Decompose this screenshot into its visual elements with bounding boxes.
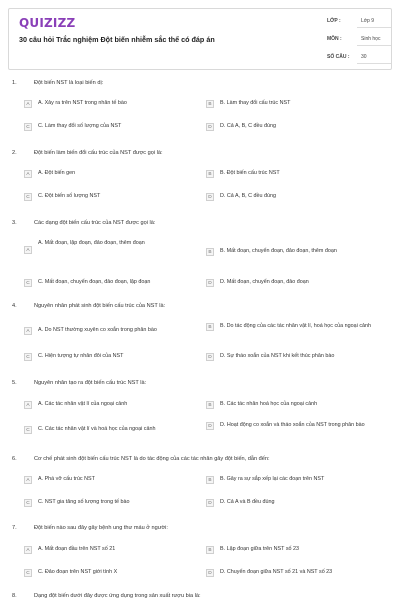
option-text: B. Mất đoạn, chuyển đoạn, đảo đoạn, thêm đoạn (220, 248, 337, 254)
meta-value: 30 (361, 54, 367, 60)
option-text: C. Đảo đoạn trên NST giới tính X (38, 569, 118, 575)
meta-value: Sinh học (361, 36, 381, 42)
meta-value: Lớp 9 (361, 18, 375, 24)
option-text: A. Xảy ra trên NST trong nhân tế bào (38, 100, 127, 106)
option-letter: A (24, 327, 32, 335)
option-text: C. Hiện tượng tự nhân đôi của NST (38, 353, 124, 359)
option-letter: A (24, 170, 32, 178)
option-text: D. Cả A, B, C đều đúng (220, 193, 277, 199)
option-text: B. Do tác động của các tác nhân vật lí, hoá học của ngoại cảnh (220, 323, 372, 329)
option-text: A. Mất đoạn, lặp đoạn, đảo đoạn, thêm đoạn (38, 240, 145, 246)
option-text: C. Mất đoạn, chuyển đoạn, đảo đoạn, lặp đoạn (38, 279, 151, 285)
option-letter: C (24, 353, 32, 361)
option-text: C. Làm thay đổi số lượng của NST (38, 123, 122, 129)
option-letter: C (24, 426, 32, 434)
option-letter: A (24, 246, 32, 254)
option-text: C. Đột biến số lượng NST (38, 193, 101, 199)
option-text: D. Hoạt động co xoắn và tháo xoắn của NST trong phân bào (220, 422, 365, 428)
option-text: A. Đột biến gen (38, 170, 76, 176)
option-text: C. NST gia tăng số lượng trong tế bào (38, 499, 130, 505)
option-text: D. Chuyển đoạn giữa NST số 21 và NST số 23 (220, 569, 333, 575)
question-text: Đột biến làm biến đổi cấu trúc của NST được gọi là: (34, 150, 163, 156)
document-title: 30 câu hỏi Trắc nghiệm Đột biến nhiễm sắc thể có đáp án (19, 35, 215, 44)
option-letter: D (206, 499, 214, 507)
option-letter: C (24, 569, 32, 577)
option-letter: B (206, 170, 214, 178)
option-letter: B (206, 546, 214, 554)
meta-label: MÔN : (327, 36, 342, 42)
question-number: 6. (12, 456, 17, 462)
question-number: 7. (12, 525, 17, 531)
question-text: Các dạng đột biến cấu trúc của NST được gọi là: (34, 220, 156, 226)
question-text: Nguyên nhân phát sinh đột biến cấu trúc của NST là: (34, 303, 166, 309)
option-text: B. Làm thay đổi cấu trúc NST (220, 100, 291, 106)
option-letter: A (24, 401, 32, 409)
question-text: Nguyên nhân tạo ra đột biến cấu trúc NST là: (34, 380, 147, 386)
option-text: A. Do NST thường xuyên co xoắn trong phân bào (38, 327, 157, 333)
option-letter: B (206, 248, 214, 256)
option-letter: D (206, 279, 214, 287)
question-number: 8. (12, 593, 17, 599)
option-letter: A (24, 546, 32, 554)
option-letter: C (24, 123, 32, 131)
option-letter: D (206, 123, 214, 131)
option-text: B. Lặp đoạn giữa trên NST số 23 (220, 546, 300, 552)
option-letter: B (206, 323, 214, 331)
document-header (8, 8, 392, 70)
question-number: 4. (12, 303, 17, 309)
question-text: Cơ chế phát sinh đột biến cấu trúc NST là do tác động của các tác nhân gây đột biến, dẫn đến: (34, 456, 270, 462)
option-letter: D (206, 569, 214, 577)
option-letter: B (206, 476, 214, 484)
option-letter: C (24, 499, 32, 507)
option-text: B. Đột biến cấu trúc NST (220, 170, 280, 176)
option-text: D. Sự tháo xoắn của NST khi kết thúc phân bào (220, 353, 335, 359)
question-number: 3. (12, 220, 17, 226)
option-text: B. Gây ra sự sắp xếp lại các đoạn trên NST (220, 476, 325, 482)
question-number: 5. (12, 380, 17, 386)
option-text: C. Các tác nhân vật lí và hoá học của ngoại cảnh (38, 426, 156, 432)
question-text: Đột biến nào sau đây gây bệnh ung thư máu ở người: (34, 525, 168, 531)
option-letter: D (206, 193, 214, 201)
option-letter: A (24, 476, 32, 484)
option-letter: B (206, 100, 214, 108)
option-text: D. Mất đoạn, chuyển đoạn, đảo đoạn (220, 279, 309, 285)
option-letter: C (24, 193, 32, 201)
option-letter: B (206, 401, 214, 409)
option-text: A. Mất đoạn đầu trên NST số 21 (38, 546, 116, 552)
option-text: A. Các tác nhân vật lí của ngoại cảnh (38, 401, 128, 407)
option-text: A. Phá vỡ cấu trúc NST (38, 476, 95, 482)
option-text: D. Cả A và B đều đúng (220, 499, 275, 505)
quizizz-logo: QUIZIZZ (19, 16, 76, 30)
option-letter: A (24, 100, 32, 108)
question-number: 1. (12, 80, 17, 86)
meta-label: LỚP : (327, 18, 341, 24)
option-text: B. Các tác nhân hoá học của ngoại cảnh (220, 401, 318, 407)
option-letter: C (24, 279, 32, 287)
option-letter: D (206, 422, 214, 430)
option-text: D. Cả A, B, C đều đúng (220, 123, 277, 129)
question-text: Dạng đột biến dưới đây được ứng dụng trong sản xuất rượu bia là: (34, 593, 201, 599)
question-text: Đột biến NST là loại biến dị: (34, 80, 104, 86)
meta-label: SỐ CÂU : (327, 54, 350, 60)
option-letter: D (206, 353, 214, 361)
question-number: 2. (12, 150, 17, 156)
